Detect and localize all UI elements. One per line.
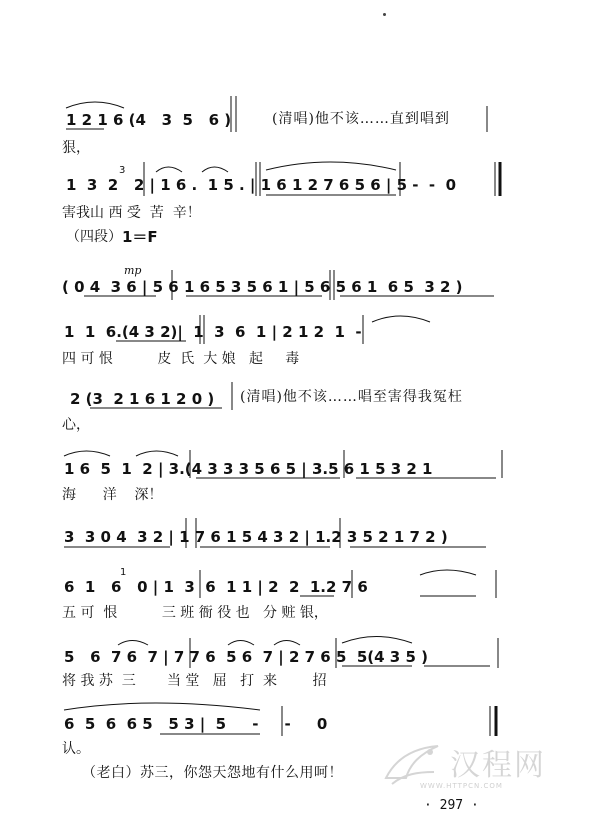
slur bbox=[266, 162, 396, 170]
row8-grace: 1 bbox=[120, 567, 127, 578]
row1-notes: 1 2 1 6 (4 3 5 6 ) bbox=[66, 111, 232, 129]
slur bbox=[66, 102, 124, 108]
slur bbox=[64, 703, 260, 710]
row4-notes: 1 1 6.(4 3 2)| 1 3 6 1 | 2 1 2 1 - bbox=[64, 323, 362, 341]
row6-notes: 1 6 5 1 2 | 3.(4 3 3 3 5 6 5 | 3.5 6 1 5 3 2 1 bbox=[64, 460, 433, 478]
row3-notes: ( 0 4 3 6 | 5 6 1 6 5 3 5 6 1 | 5 6 5 6 1 6 5 3 2 ) bbox=[62, 278, 463, 296]
row3-dynamic: mp bbox=[124, 264, 142, 277]
row5-spoken: (清唱)他不该……唱至害得我冤枉 bbox=[240, 389, 463, 405]
row7-notes: 3 3 0 4 3 2 | 1 7 6 1 5 4 3 2 | 1.2 3 5 2 1 7 2 ) bbox=[64, 528, 448, 546]
slur bbox=[136, 451, 178, 456]
section-key: 1＝F bbox=[122, 228, 158, 246]
row1-spoken: (清唱)他不该……直到唱到 bbox=[272, 111, 450, 127]
row9-notes: 5 6 7 6 7 | 7 7 6 5 6 7 | 2 7 6 5 5(4 3 5 ) bbox=[64, 648, 428, 666]
slur bbox=[202, 167, 228, 172]
row8-notes: 6 1 6 0 | 1 3 6 1 1 | 2 2 1.2 7 6 bbox=[64, 578, 368, 596]
section-label: （四段） bbox=[66, 229, 122, 245]
row5-notes: 2 (3 2 1 6 1 2 0 ) bbox=[70, 390, 215, 408]
row1-lyric: 狠， bbox=[62, 140, 90, 156]
slur bbox=[118, 641, 148, 646]
slur bbox=[342, 637, 412, 644]
page-number: · 297 · bbox=[424, 798, 479, 813]
scan-speck bbox=[383, 13, 386, 16]
row6-lyric: 海 洋 深！ bbox=[62, 487, 163, 503]
slur bbox=[156, 167, 182, 172]
slur bbox=[228, 641, 254, 646]
row4-lyric: 四 可 恨 皮 氏 大 娘 起 毒 bbox=[62, 351, 300, 367]
slur bbox=[274, 641, 300, 646]
row2-lyric: 害我山 西 受 苦 辛！ bbox=[62, 205, 201, 221]
row9-lyric: 将 我 苏 三 当 堂 屈 打 来 招 bbox=[62, 673, 327, 689]
row10-lyric: 认。 bbox=[62, 741, 90, 757]
watermark-text: 汉程网 bbox=[450, 748, 546, 783]
slur bbox=[420, 570, 476, 575]
row5-lyric: 心， bbox=[62, 417, 90, 433]
row2-grace: 3 bbox=[119, 165, 126, 176]
row10-notes: 6 5 6 6 5 5 3 | 5 - - 0 bbox=[64, 715, 328, 733]
watermark-logo bbox=[380, 738, 570, 798]
slur bbox=[372, 316, 430, 322]
recitation-line: （老白）苏三，你怨天怨地有什么用呵！ bbox=[82, 765, 343, 781]
watermark-url: WWW.HTTPCN.COM bbox=[420, 782, 503, 790]
row8-lyric: 五 可 恨 三 班 衙 役 也 分 赃 银， bbox=[62, 605, 328, 621]
slur bbox=[64, 451, 110, 456]
row2-notes: 1 3 2 2 | 1 6 . 1 5 . | 1 6 1 2 7 6 5 6 | 5 - - 0 bbox=[66, 176, 457, 194]
